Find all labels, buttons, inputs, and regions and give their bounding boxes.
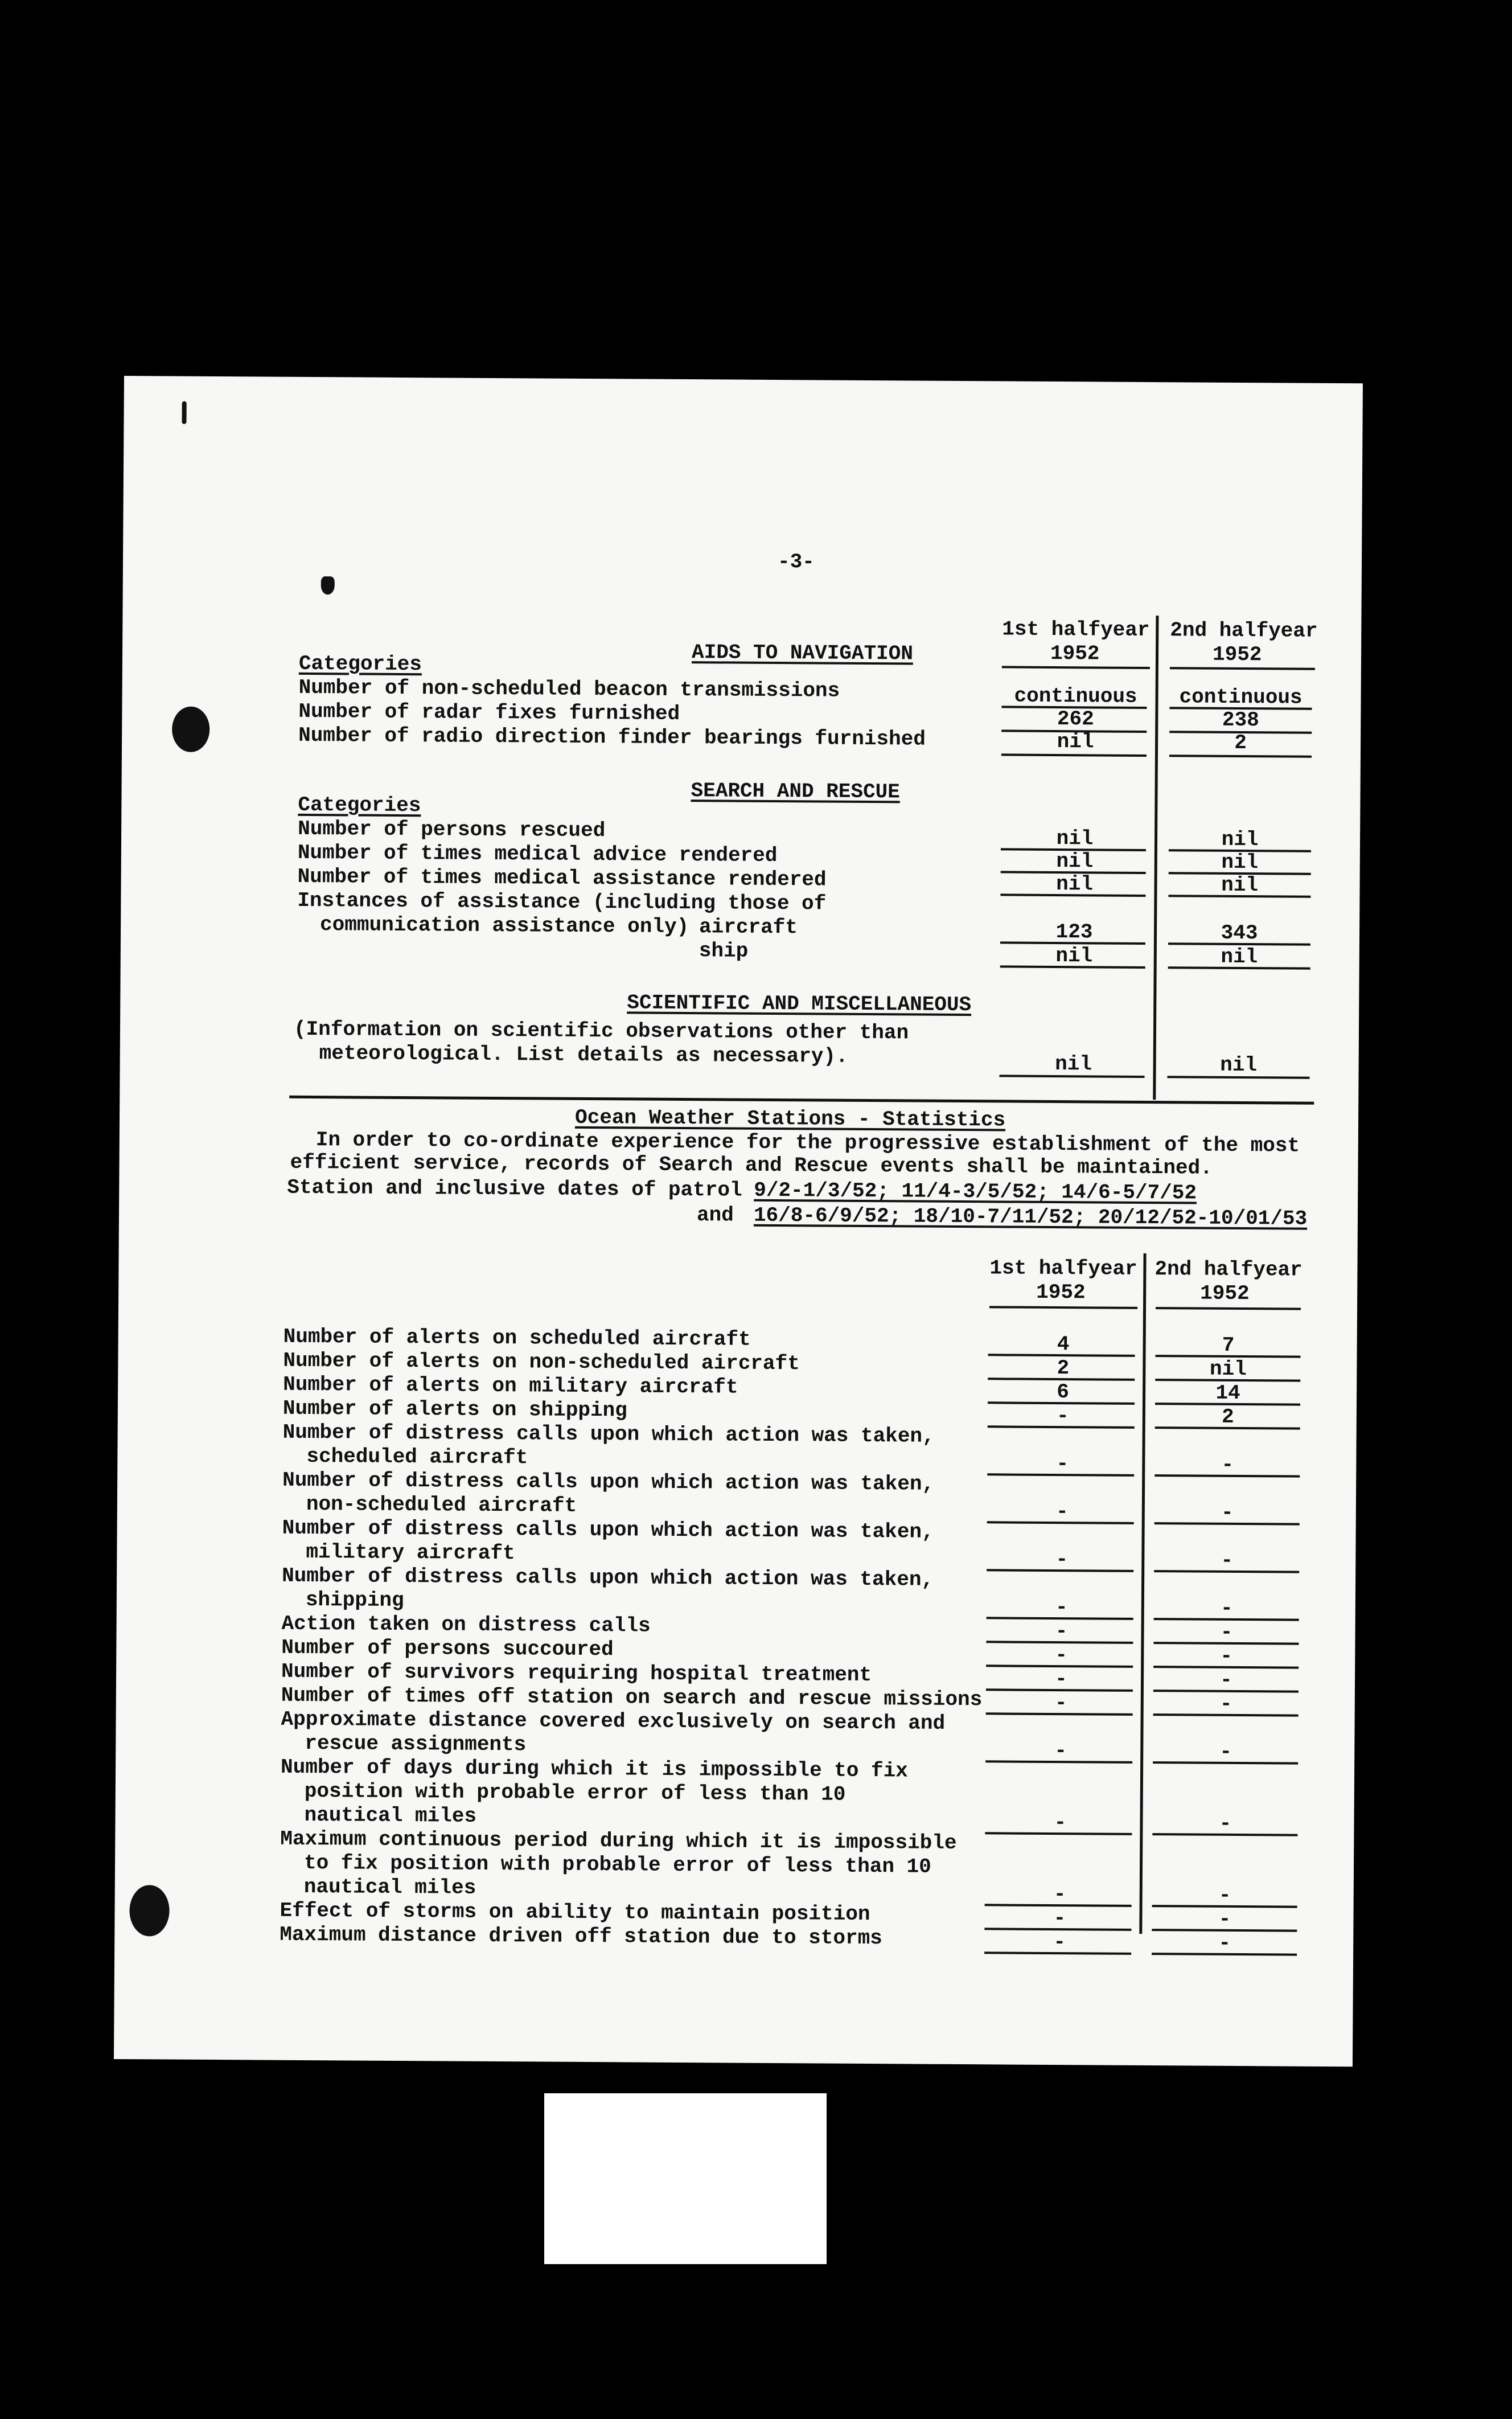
- value-rule: [985, 1760, 1132, 1764]
- stats-row-label: non-scheduled aircraft: [306, 1492, 577, 1518]
- col-header-first-year: 1952: [1050, 641, 1100, 666]
- stats-row-label: Number of distress calls upon which action was taken,: [282, 1420, 935, 1448]
- sar-title: SEARCH AND RESCUE: [691, 779, 900, 804]
- stats-value-second: -: [1219, 1692, 1232, 1716]
- stats-value-first: -: [1054, 1691, 1067, 1715]
- col-header-first-half: 1st halfyear: [989, 1256, 1137, 1281]
- col-header-rule-1: [1002, 666, 1150, 669]
- stats-value-first: -: [1053, 1930, 1066, 1954]
- stats-row-label: Number of persons succoured: [281, 1635, 614, 1662]
- stats-row-label: scheduled aircraft: [306, 1444, 528, 1470]
- stats-value-second: -: [1220, 1620, 1233, 1644]
- value-rule: [1000, 965, 1145, 969]
- stats-value-second: -: [1221, 1548, 1234, 1572]
- stats-row-label: Maximum continuous period during which it is impossible: [280, 1827, 957, 1855]
- value-rule: [1000, 1075, 1145, 1078]
- stats-value-first: -: [1056, 1452, 1069, 1476]
- blank-label-card: [544, 2093, 827, 2264]
- sar-ship-first: nil: [1055, 944, 1093, 968]
- col-header-second-half: 2nd halfyear: [1170, 618, 1318, 643]
- value-rule: [1153, 1713, 1299, 1717]
- aids-categories-label: Categories: [298, 651, 422, 676]
- stats-row-label: Number of distress calls upon which action was taken,: [282, 1564, 934, 1592]
- stats-row-label: Number of times off station on search and rescue missions: [281, 1683, 983, 1712]
- stats-row-label: Action taken on distress calls: [281, 1612, 651, 1638]
- ows-patrol-label: Station and inclusive dates of patrol: [287, 1175, 742, 1202]
- sar-value-first: nil: [1056, 872, 1094, 896]
- sar-row-label: Number of times medical assistance rendered: [297, 864, 827, 892]
- stats-row-label: Number of days during which it is impossible to fix: [280, 1755, 908, 1783]
- stats-row-label: to fix position with probable error of less than 10: [303, 1851, 931, 1879]
- value-rule: [1154, 1474, 1300, 1478]
- sci-value-second: nil: [1220, 1053, 1258, 1077]
- value-rule: [1153, 1761, 1298, 1765]
- sar-row-label: Number of times medical advice rendered: [297, 840, 778, 868]
- value-rule: [987, 1569, 1133, 1572]
- value-rule: [1152, 1953, 1297, 1956]
- ows-patrol-dates-2: 16/8-6/9/52; 18/10-7/11/52; 20/12/52-10/01/53: [753, 1203, 1308, 1231]
- ink-mark: [182, 401, 186, 424]
- stats-value-second: -: [1220, 1644, 1233, 1668]
- aids-title: AIDS TO NAVIGATION: [691, 641, 914, 666]
- sar-ship-second: nil: [1221, 945, 1258, 969]
- stats-row-label: Number of alerts on military aircraft: [283, 1372, 738, 1399]
- sar-value-second: nil: [1221, 850, 1259, 875]
- aids-row-label: Number of radio direction finder bearings furnished: [298, 723, 926, 751]
- ows-title: Ocean Weather Stations - Statistics: [574, 1105, 1006, 1132]
- value-rule: [984, 1951, 1131, 1955]
- stats-value-second: -: [1221, 1500, 1234, 1524]
- sar-value-second: nil: [1221, 873, 1259, 897]
- col-header-rule-2: [1156, 1307, 1301, 1310]
- sar-aircraft-label: aircraft: [699, 915, 798, 940]
- stats-value-first: 4: [1057, 1332, 1070, 1356]
- column-divider-top: [1153, 616, 1158, 1100]
- value-rule: [1168, 895, 1310, 898]
- stats-value-second: -: [1218, 1883, 1231, 1907]
- stats-row-label: position with probable error of less than 10: [304, 1779, 846, 1806]
- sar-instances-line1: Instances of assistance (including those of: [297, 888, 827, 916]
- stats-value-second: nil: [1209, 1357, 1247, 1381]
- sar-instances-line2: communication assistance only): [319, 913, 689, 939]
- value-rule: [985, 1832, 1132, 1835]
- value-rule: [1152, 1833, 1297, 1836]
- aids-row-label: Number of radar fixes furnished: [298, 699, 680, 725]
- ows-intro-line1: In order to co-ordinate experience for the progressive establishment of the most: [315, 1128, 1300, 1158]
- stats-value-second: -: [1219, 1811, 1232, 1835]
- stats-row-label: nautical miles: [304, 1803, 477, 1828]
- stats-value-first: -: [1054, 1739, 1067, 1763]
- stats-value-first: -: [1053, 1883, 1066, 1906]
- value-rule: [1001, 753, 1147, 757]
- value-rule: [987, 1521, 1134, 1524]
- stats-row-label: Maximum distance driven off station due to storms: [280, 1922, 882, 1950]
- value-rule: [1168, 1076, 1310, 1079]
- value-rule: [1155, 1426, 1300, 1430]
- col-header-first-year: 1952: [1036, 1280, 1086, 1305]
- stats-value-second: -: [1221, 1453, 1234, 1477]
- sar-aircraft-second: 343: [1221, 921, 1258, 945]
- stats-value-first: -: [1056, 1404, 1069, 1428]
- sar-value-first: nil: [1056, 850, 1094, 874]
- stats-value-first: -: [1055, 1643, 1068, 1667]
- stats-value-first: 6: [1057, 1380, 1070, 1404]
- stats-value-first: 2: [1057, 1356, 1070, 1380]
- value-rule: [986, 1712, 1133, 1716]
- stats-value-second: 2: [1221, 1405, 1234, 1429]
- stats-row-label: Number of survivors requiring hospital treatment: [281, 1659, 872, 1687]
- stats-row-label: Number of alerts on non-scheduled aircraft: [283, 1348, 800, 1376]
- stats-row-label: military aircraft: [306, 1540, 515, 1565]
- stats-value-second: 14: [1215, 1381, 1240, 1405]
- value-rule: [987, 1473, 1134, 1477]
- stats-value-first: -: [1055, 1596, 1068, 1620]
- stats-row-label: shipping: [305, 1588, 404, 1613]
- stats-value-first: -: [1054, 1811, 1067, 1835]
- stats-row-label: nautical miles: [303, 1875, 476, 1900]
- value-rule: [1154, 1570, 1299, 1573]
- col-header-rule-2: [1170, 667, 1315, 670]
- col-header-second-half: 2nd halfyear: [1154, 1257, 1303, 1282]
- ink-mark: [321, 576, 335, 594]
- ows-intro-line2: efficient service, records of Search and Rescue events shall be maintained.: [290, 1150, 1213, 1180]
- stats-value-second: -: [1220, 1596, 1233, 1620]
- sci-value-first: nil: [1055, 1052, 1092, 1076]
- sar-ship-label: ship: [699, 939, 749, 963]
- value-rule: [1168, 966, 1310, 970]
- stats-value-second: -: [1218, 1931, 1231, 1955]
- value-rule: [1154, 1522, 1300, 1526]
- stats-value-first: -: [1055, 1620, 1068, 1643]
- stats-row-label: Approximate distance covered exclusively on search and: [281, 1707, 946, 1735]
- section-separator: [289, 1096, 1314, 1105]
- stats-row-label: rescue assignments: [305, 1731, 527, 1757]
- ows-and-label: and: [696, 1203, 734, 1227]
- stats-value-first: -: [1053, 1906, 1066, 1930]
- sar-value-second: nil: [1221, 827, 1259, 852]
- stats-value-second: 7: [1222, 1333, 1235, 1357]
- stats-value-first: -: [1055, 1667, 1067, 1691]
- sar-row-label: Number of persons rescued: [298, 817, 606, 843]
- col-header-first-half: 1st halfyear: [1002, 617, 1150, 642]
- stats-value-first: -: [1055, 1500, 1069, 1524]
- ink-blot: [172, 707, 209, 752]
- aids-row-label: Number of non-scheduled beacon transmissions: [298, 675, 840, 703]
- stats-value-second: -: [1220, 1668, 1232, 1692]
- sar-value-first: nil: [1056, 827, 1094, 851]
- sar-aircraft-first: 123: [1055, 920, 1093, 944]
- value-rule: [1000, 893, 1145, 897]
- stats-value-second: -: [1219, 1740, 1232, 1764]
- aids-value-second: continuous: [1179, 685, 1303, 710]
- ows-patrol-dates-1: 9/2-1/3/52; 11/4-3/5/52; 14/6-5/7/52: [754, 1178, 1197, 1205]
- stats-row-label: Number of alerts on scheduled aircraft: [283, 1325, 751, 1351]
- stats-value-second: -: [1218, 1907, 1231, 1931]
- sci-line1: (Information on scientific observations other than: [293, 1017, 909, 1045]
- stats-row-label: Number of distress calls upon which action was taken,: [282, 1516, 934, 1544]
- aids-value-first: nil: [1057, 730, 1094, 754]
- sci-title: SCIENTIFIC AND MISCELLANEOUS: [627, 991, 972, 1017]
- page-number: -3-: [777, 550, 815, 574]
- stats-row-label: Number of alerts on shipping: [282, 1396, 627, 1422]
- sci-line2: meteorological. List details as necessary).: [319, 1042, 848, 1068]
- sar-categories-label: Categories: [298, 793, 421, 818]
- column-divider-bottom: [1139, 1253, 1146, 1934]
- aids-value-second: 2: [1234, 731, 1247, 755]
- col-header-rule-1: [989, 1306, 1137, 1309]
- stats-value-first: -: [1055, 1548, 1069, 1572]
- col-header-second-year: 1952: [1200, 1281, 1250, 1306]
- stats-row-label: Effect of storms on ability to maintain position: [280, 1899, 870, 1926]
- document-page: [114, 376, 1363, 2067]
- stats-row-label: Number of distress calls upon which action was taken,: [282, 1468, 935, 1496]
- col-header-second-year: 1952: [1212, 642, 1262, 667]
- aids-value-first: continuous: [1014, 684, 1137, 708]
- value-rule: [1169, 755, 1312, 758]
- ink-blot: [129, 1885, 170, 1936]
- aids-value-second: 238: [1222, 708, 1259, 732]
- aids-value-first: 262: [1057, 707, 1094, 731]
- value-rule: [988, 1425, 1135, 1429]
